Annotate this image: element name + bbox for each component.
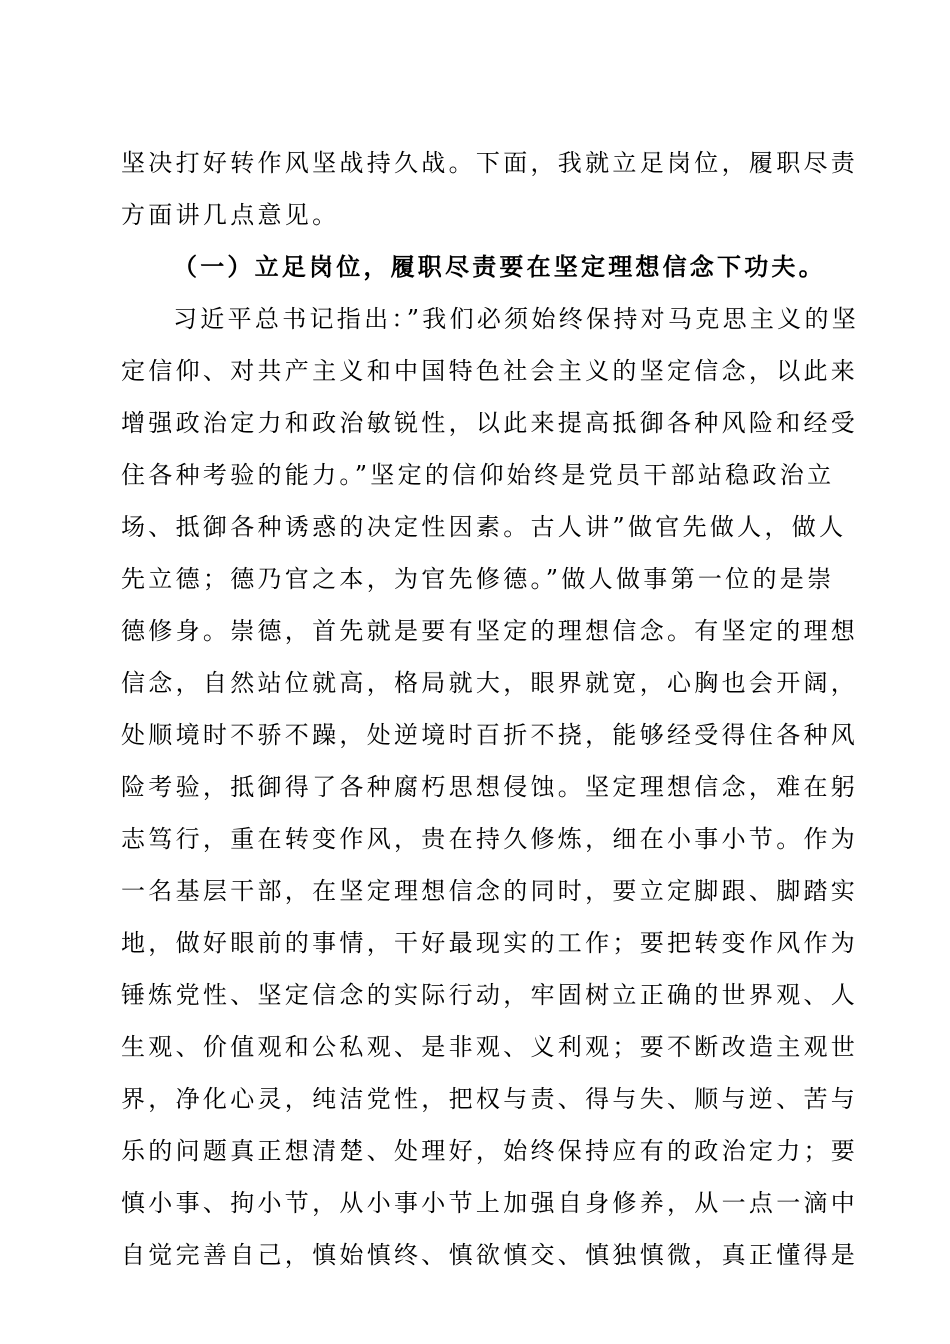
body-line: 一名基层干部，在坚定理想信念的同时，要立定脚跟、脚踏实 <box>121 877 859 905</box>
body-line: 习近平总书记指出：”我们必须始终保持对马克思主义的坚 <box>173 305 860 333</box>
body-line: 锤炼党性、坚定信念的实际行动，牢固树立正确的世界观、人 <box>121 981 859 1009</box>
body-line: 地，做好眼前的事情，干好最现实的工作；要把转变作风作为 <box>121 929 859 957</box>
intro-line: 方面讲几点意见。 <box>121 201 340 229</box>
body-line: 处顺境时不骄不躁，处逆境时百折不挠，能够经受得住各种风 <box>121 721 859 749</box>
body-line: 自觉完善自己，慎始慎终、慎欲慎交、慎独慎微，真正懂得是 <box>121 1241 859 1269</box>
intro-line: 坚决打好转作风坚战持久战。下面，我就立足岗位，履职尽责 <box>121 149 859 177</box>
body-line: 乐的问题真正想清楚、处理好，始终保持应有的政治定力；要 <box>121 1137 859 1165</box>
body-line: 信念，自然站位就高，格局就大，眼界就宽，心胸也会开阔， <box>121 669 859 697</box>
section-heading: （一）立足岗位，履职尽责要在坚定理想信念下功夫。 <box>173 253 826 281</box>
document-body <box>121 137 860 1281</box>
body-line: 增强政治定力和政治敏锐性，以此来提高抵御各种风险和经受 <box>121 409 859 437</box>
body-line: 生观、价值观和公私观、是非观、义利观；要不断改造主观世 <box>121 1033 859 1061</box>
body-line: 志笃行，重在转变作风，贵在持久修炼，细在小事小节。作为 <box>121 825 859 853</box>
body-line: 场、抵御各种诱惑的决定性因素。古人讲”做官先做人，做人 <box>121 513 847 541</box>
body-line: 定信仰、对共产主义和中国特色社会主义的坚定信念，以此来 <box>121 357 859 385</box>
body-line: 慎小事、拘小节，从小事小节上加强自身修养，从一点一滴中 <box>121 1189 859 1217</box>
body-line: 界，净化心灵，纯洁党性，把权与责、得与失、顺与逆、苦与 <box>121 1085 859 1113</box>
body-line: 德修身。崇德，首先就是要有坚定的理想信念。有坚定的理想 <box>121 617 859 645</box>
body-line: 先立德；德乃官之本，为官先修德。”做人做事第一位的是崇 <box>121 565 835 593</box>
body-line: 住各种考验的能力。”坚定的信仰始终是党员干部站稳政治立 <box>121 461 835 489</box>
body-line: 险考验，抵御得了各种腐朽思想侵蚀。坚定理想信念，难在躬 <box>121 773 859 801</box>
